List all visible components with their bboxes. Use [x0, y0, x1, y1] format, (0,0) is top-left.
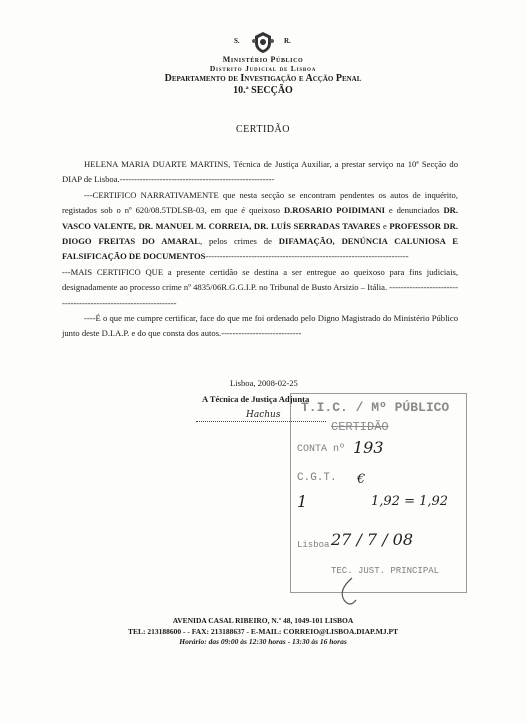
stamp-conta-label: CONTA nº — [297, 444, 346, 455]
stamp-footer: TEC. JUST. PRINCIPAL — [331, 566, 440, 576]
defendant-professor-name: PROFESSOR DR. DIOGO FREITAS DO AMARAL — [62, 220, 458, 247]
stamp-conta-value: 193 — [353, 438, 384, 457]
header-s-mark: S. — [234, 37, 240, 45]
complainant-name: D.ROSARIO POIDIMANI — [283, 205, 385, 216]
footer-address: AVENIDA CASAL RIBEIRO, N.º 48, 1049-101 LISBOA — [172, 616, 354, 625]
paragraph-closing: ----É o que me cumpre certificar, face do que me foi ordenado pelo Digno Magistrado do Ministério Público junto deste D.I.A.P. e do que consta dos autos.---------------------------- — [62, 313, 458, 339]
p2-text-a: ---CERTIFICO NARRATIVAMENTE que nesta secção se encontram pendentes os autos de inquérito, registados sob o nº 620/08.5TDLSB-03, em que é queixoso — [62, 189, 458, 216]
header-ministry: Ministério Público — [222, 55, 304, 64]
stamp-line-prefix: 1 — [297, 492, 308, 511]
stamp-title: T.I.C. / Mº PÚBLICO — [301, 400, 450, 415]
handwritten-flourish — [334, 576, 364, 610]
p2-text-c: e denunciados — [385, 205, 444, 216]
stamp-cgt-label: C.G.T. — [297, 472, 337, 484]
stamp-lisboa-label: Lisboa — [297, 540, 330, 550]
header-section: 10.ª SECÇÃO — [233, 85, 293, 96]
document-body — [62, 157, 458, 342]
certification-stamp — [290, 393, 467, 593]
stamp-subtitle: CERTIDÃO — [331, 420, 389, 434]
paragraph-certify-narrative — [62, 188, 458, 265]
stamp-amount: 1,92 = 1,92 — [371, 494, 449, 509]
p2-text-i: ----------------------------------------------------------------------- — [205, 251, 409, 262]
document-title: CERTIDÃO — [236, 124, 290, 135]
p2-text-g: , pelos crimes de — [199, 236, 279, 247]
crimes-list: DIFAMAÇÃO, DENÚNCIA CALUNIOSA E FALSIFICAÇÃO DE DOCUMENTOS — [62, 236, 458, 262]
paragraph-identification: HELENA MARIA DUARTE MARTINS, Técnica de Justiça Auxiliar, a prestar serviço na 10ª Secção do DIAP de Lisboa.------------------------------------------------------ — [62, 159, 458, 185]
defendants-names: DR. VASCO VALENTE, DR. MANUEL M. CORREIA, DR. LUÍS SERRADAS TAVARES — [62, 205, 458, 231]
footer-hours: Horário: das 09:00 às 12:30 horas - 13:30 às 16 horas — [179, 637, 347, 646]
footer-contacts: TEL: 213188600 - - FAX: 213188637 - E-MAIL: CORREIO@LISBOA.DIAP.MJ.PT — [127, 627, 399, 636]
stamp-date: 27 / 7 / 08 — [331, 530, 414, 549]
header-district: Distrito Judicial de Lisboa — [209, 64, 317, 73]
paragraph-purpose: ---MAIS CERTIFICO QUE a presente certidão se destina a ser entregue ao queixoso para fins judiciais, designadamente ao processo crime nº 4835/06R.G.G.I.P. no Tribunal de Busto Arsizio – Itália. ---------------------------------------------------------------- — [62, 266, 458, 308]
signature: Hachus — [246, 410, 281, 420]
date-line: Lisboa, 2008-02-25 — [230, 378, 298, 388]
coat-of-arms-icon — [251, 30, 275, 54]
header-department: Departamento de Investigação e Acção Penal — [164, 73, 362, 84]
signatory-title: A Técnica de Justiça Adjunta — [202, 394, 310, 404]
p2-text-e: e — [380, 220, 390, 231]
stamp-euro-mark: € — [357, 472, 366, 487]
header-r-mark: R. — [284, 37, 291, 45]
